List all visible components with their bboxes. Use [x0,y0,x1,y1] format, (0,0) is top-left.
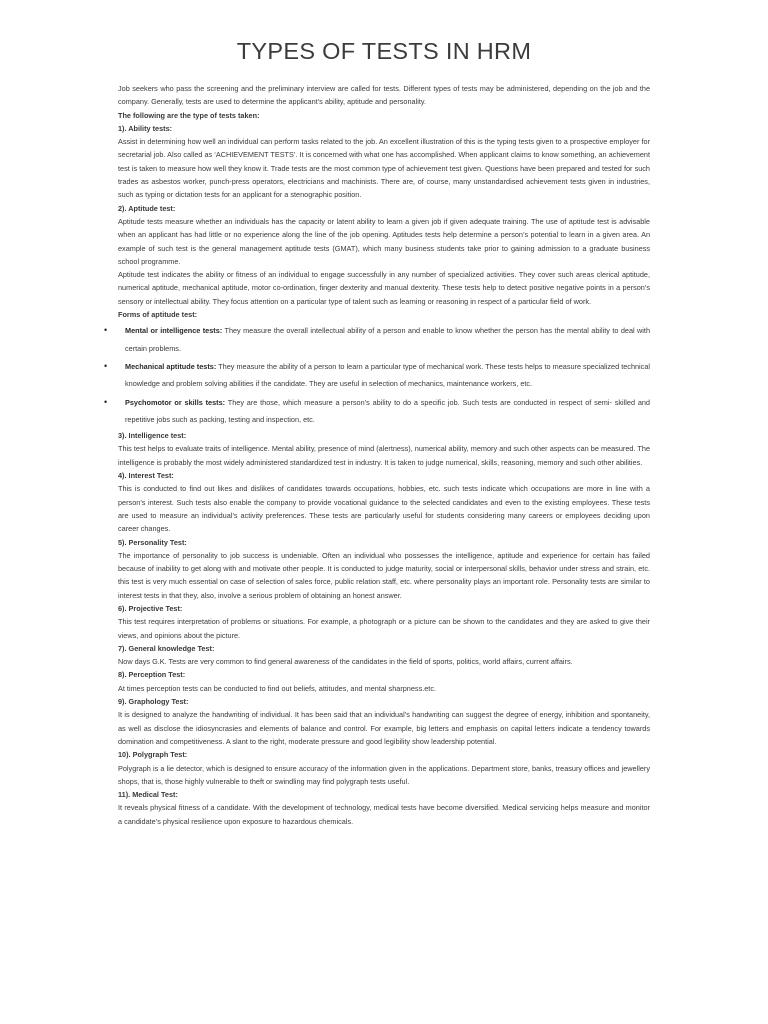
section-body-perception: At times perception tests can be conducted to find out beliefs, attitudes, and mental sharpness.etc. [118,683,437,693]
section-heading-perception: 8). Perception Test: [118,670,186,680]
section-body-projective: This test requires interpretation of problems or situations. For example, a photograph or a picture can be shown to the candidates and they are asked to give their views, and opinions about the picture. [118,617,650,640]
section-body-interest: This is conducted to find out likes and dislikes of candidates towards occupations, hobbies, etc. such tests indicate which occupations are more in line with a person’s interest. Such tests also enable the company to provide vocational guidance to the selected candidates and even to the existing employees. These tests are used to measure an individual’s activity preferences. These tests are particularly useful for students considering many careers or employees deciding upon career changes. [118,484,650,534]
list-item-term: Mental or intelligence tests: [125,326,223,336]
section-body-general-knowledge: Now days G.K. Tests are very common to find general awareness of the candidates in the field of sports, politics, world affairs, current affairs. [118,657,573,667]
section-heading-interest: 4). Interest Test: [118,471,174,481]
section-body-graphology: It is designed to analyze the handwriting of individual. It has been said that an individual’s handwriting can suggest the degree of energy, inhibition and spontaneity, as well as disclose the idiosyncrasies and elements of balance and control. For example, big letters and emphasis on capital letters indicate a tendency towards domination and competitiveness. A slant to the right, moderate pressure and good legibility show leadership potential. [118,710,650,746]
section-body-medical: It reveals physical fitness of a candidate. With the development of technology, medical tests have become diversified. Medical servicing helps measure and monitor a candidate’s physical resilience upon exposure to hazardous chemicals. [118,803,650,826]
section-heading-graphology: 9). Graphology Test: [118,697,189,707]
section-body-aptitude-2: Aptitude test indicates the ability or fitness of an individual to engage successfully in any number of specialized activities. They cover such areas clerical aptitude, numerical aptitude, mechanical aptitude, motor co-ordination, finger dexterity and manual dexterity. These tests help to detect positive negative points in a person’s sensory or intellectual ability. They focus attention on a particular type of talent such as learning or reasoning in respect of a particular field of work. [118,270,650,306]
list-item-text: They are those, which measure a person’s ability to do a specific job. Such tests are conducted in respect of semi- skilled and repetitive jobs such as packing, testing and inspection, etc. [125,397,650,424]
section-body-polygraph: Polygraph is a lie detector, which is designed to ensure accuracy of the information given in the applications. Department store, banks, treasury offices and jewellery shops, that is, those highly vulnerable to theft or swindling may find polygraph tests useful. [118,763,650,786]
list-item-term: Mechanical aptitude tests: [125,361,217,371]
list-item-text: They measure the ability of a person to learn a particular type of mechanical work. These tests helps to measure specialized technical knowledge and problem solving abilities if the candidate. They are useful in selection of mechanics, maintenance workers, etc. [125,361,651,389]
forms-heading: Forms of aptitude test: [118,310,198,320]
bullet-icon: • [104,360,108,371]
list-item [104,394,650,429]
section-heading-general-knowledge: 7). General knowledge Test: [118,643,215,653]
section-heading-personality: 5). Personality Test: [118,537,187,547]
section-body-aptitude-1: Aptitude tests measure whether an individuals has the capacity or latent ability to learn a given job if given adequate training. The use of aptitude test is advisable when an applicant has had little or no experience along the line of the job opening. Aptitudes tests help determine a person’s potential to learn in a given area. An example of such test is the general management aptitude tests (GMAT), which many business students take prior to gaining admission to a graduate business school programme. [118,216,650,266]
section-body-ability: Assist in determining how well an individual can perform tasks related to the job. An excellent illustration of this is the typing tests given to a prospective employer for secretarial job. Also called as ‘ACHIEVEMENT TESTS’. It is concerned with what one has accomplished. When applicant claims to know something, an achievement test is taken to measure how well they know it. Trade tests are the most common type of achievement test given. Questions have been prepared and tested for such trades as asbestos worker, punch-press operators, electricians and machinists. There are, of course, many unstandardised achievement tests given in industries, such as typing or dictation tests for an applicant for a stenographic position. [118,137,650,200]
bullet-icon: • [104,396,108,407]
section-body-personality: The importance of personality to job success is undeniable. Often an individual who possesses the intelligence, aptitude and experience for certain has failed because of inability to get along with and motivate other people. It is conducted to judge maturity, social or interpersonal skills, behavior under stress and strain, etc. this test is very much essential on case of selection of sales force, public relation staff, etc. where personality plays an important role. Personality tests are similar to interest tests in that they, also, involve a serious problem of obtaining an honest answer. [118,550,650,600]
list-item-text: They measure the overall intellectual ability of a person and enable to know whether the person has the mental ability to deal with certain problems. [125,326,650,353]
section-heading-intelligence: 3). Intelligence test: [118,431,187,441]
document-body [104,82,651,828]
bullet-icon: • [104,325,108,336]
list-heading: The following are the type of tests taken: [118,110,260,120]
list-item-term: Psychomotor or skills tests: [125,397,226,407]
section-heading-aptitude: 2). Aptitude test: [118,203,176,213]
section-heading-medical: 11). Medical Test: [118,790,178,800]
list-item [104,322,650,357]
section-body-intelligence: This test helps to evaluate traits of intelligence. Mental ability, presence of mind (alertness), numerical ability, memory and such other aspects can be measured. The intelligence is probably the most widely administered standardized test in industry. It is taken to judge numerical, skills, reasoning, memory and such other abilities. [118,444,650,467]
aptitude-forms-list [104,322,651,428]
section-heading-projective: 6). Projective Test: [118,603,183,613]
intro-paragraph: Job seekers who pass the screening and the preliminary interview are called for tests. Different types of tests may be administered, depending on the job and the company. Generally, tests are used to determine the applicant’s ability, aptitude and personality. [118,84,650,107]
section-heading-polygraph: 10). Polygraph Test: [118,750,188,760]
page-title: TYPES OF TESTS IN HRM [236,38,532,64]
list-item [104,358,651,393]
section-heading-ability: 1). Ability tests: [118,123,173,133]
